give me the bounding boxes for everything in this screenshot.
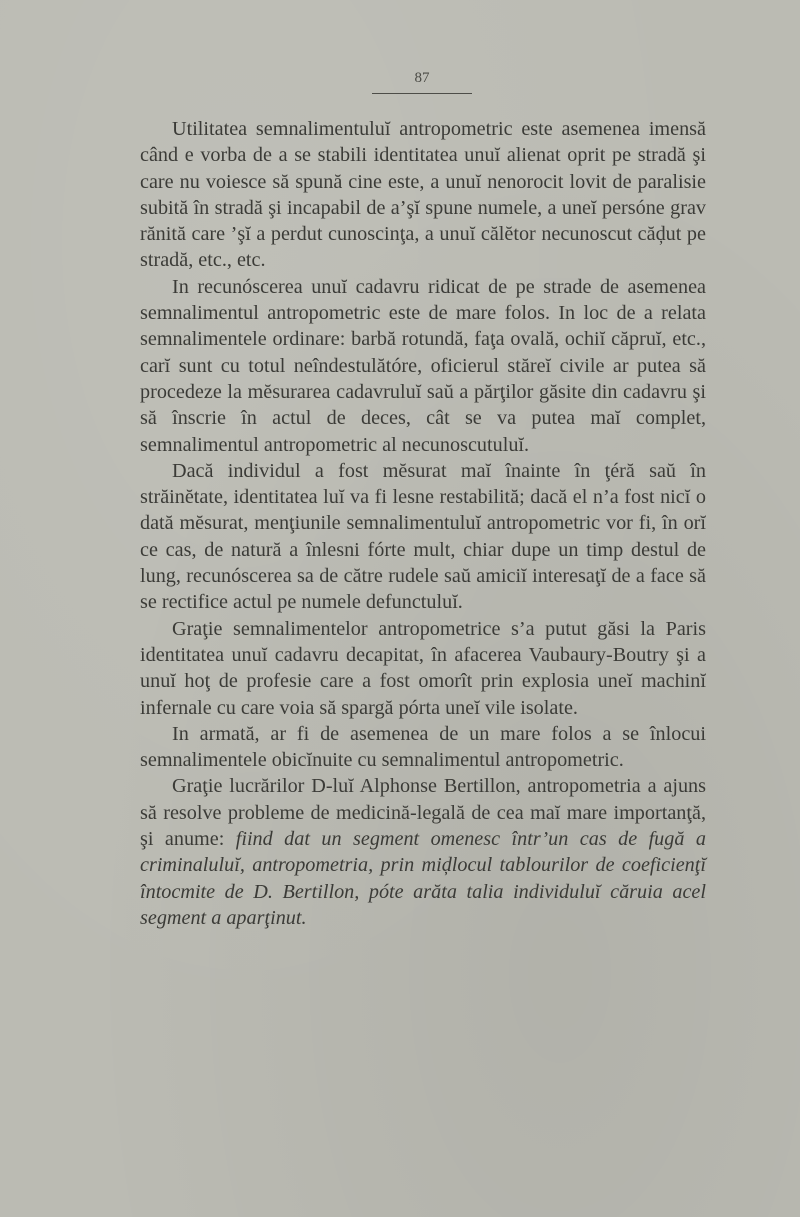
paragraph-5: In armată, ar fi de asemenea de un mare folos a se înlocui semnalimentele obicĭnuite cu semnalimentul antropometric. bbox=[140, 722, 706, 772]
paragraph-1: Utilitatea semnalimentuluĭ antropometric este asemenea imensă când e vorba de a se stabili identitatea unuĭ alienat oprit pe stradă şi care nu voiesce să spună cine este, a unuĭ nenorocit lovit de paralisie subită în stradă şi incapabil de a’şĭ spune numele, a uneĭ persóne grav rănită care ’şĭ a perdut cunoscinţa, a unuĭ călĕtor necunoscut căḑut pe stradă, etc., etc. bbox=[140, 118, 706, 272]
paragraph-6-italic: fiind dat un segment omenesc într’un cas de fugă a criminaluluĭ, antropometria, prin miḑlocul tablourilor de coeficienţĭ întocmite de D. Bertillon, póte arăta talia individuluĭ căruia acel segment a aparţinut. bbox=[140, 828, 706, 929]
header-rule bbox=[372, 93, 472, 94]
paragraph-6 bbox=[140, 773, 706, 931]
paragraph-3: Dacă individul a fost mĕsurat maĭ înainte în ţéră saŭ în străinĕtate, identitatea luĭ va fi lesne restabilită; dacă el n’a fost nicĭ o dată mĕsurat, menţiunile semnalimentuluĭ antropometric vor fi, în orĭ ce cas, de natură a înlesni fórte mult, chiar dupe un timp destul de lung, recunóscerea sa de către rudele saŭ amiciĭ interesaţĭ de a face să se rectifice actul pe numele defunctuluĭ. bbox=[140, 459, 706, 614]
paragraph-2: In recunóscerea unuĭ cadavru ridicat de pe strade de asemenea semnalimentul antropometric este de mare folos. In loc de a relata semnalimentele ordinare: barbă rotundă, faţa ovală, ochiĭ căpruĭ, etc., carĭ sunt cu totul neîndestulătóre, oficierul stăreĭ civile ar putea să procedeze la mĕsurarea cadavruluĭ saŭ a părţilor găsite din cadavru şi să înscrie în actul de deces, cât se va putea maĭ complet, semnalimentul antropometric al necunoscutuluĭ. bbox=[140, 275, 706, 456]
paragraph-6-text: Graţie lucrărilor D-luĭ Alphonse Bertillon, antropometria a ajuns să resolve probleme de medicină-legală de cea maĭ mare importanţă, şi anume: bbox=[140, 775, 706, 851]
paragraph-4: Graţie semnalimentelor antropometrice s’a putut găsi la Paris identitatea unuĭ cadavru decapitat, în afacerea Vaubaury-Boutry şi a unuĭ hoţ de profesie care a fost omorît prin explosia uneĭ machinĭ infernale cu care voia să spargă pórta uneĭ vile isolate. bbox=[140, 617, 706, 719]
page-number: 87 bbox=[414, 70, 430, 86]
body-text bbox=[140, 116, 706, 931]
